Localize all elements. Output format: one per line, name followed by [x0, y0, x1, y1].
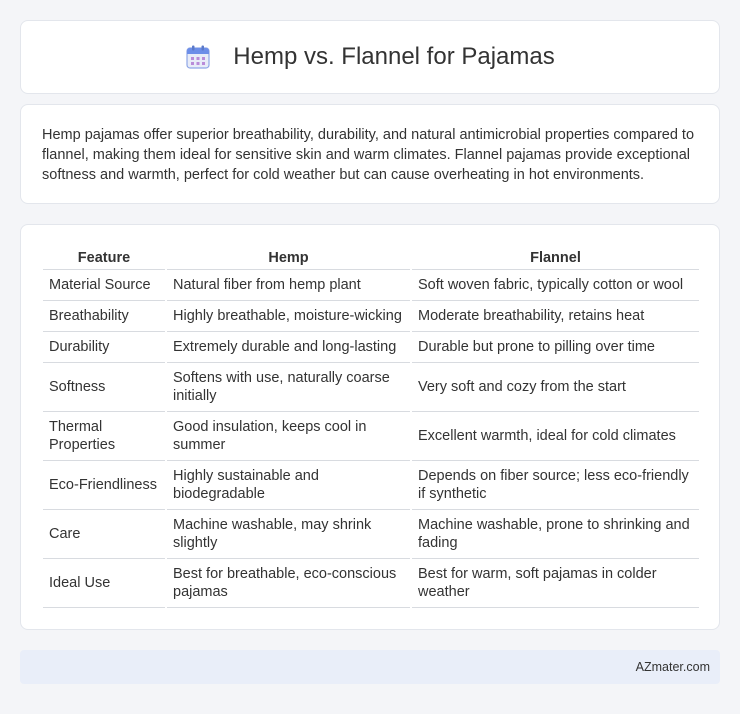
- footer: [20, 650, 720, 684]
- flannel-cell: Very soft and cozy from the start: [411, 362, 699, 411]
- table-row: [43, 331, 699, 362]
- feature-cell: Care: [43, 509, 166, 558]
- header-hemp: Hemp: [166, 247, 411, 269]
- table-row: [43, 509, 699, 558]
- title-card: [20, 20, 720, 94]
- table-row: [43, 460, 699, 509]
- table-row: [43, 269, 699, 300]
- feature-cell: Ideal Use: [43, 558, 166, 607]
- flannel-cell: Excellent warmth, ideal for cold climates: [411, 411, 699, 460]
- table-row: [43, 300, 699, 331]
- feature-cell: Thermal Properties: [43, 411, 166, 460]
- feature-cell: Softness: [43, 362, 166, 411]
- flannel-cell: Moderate breathability, retains heat: [411, 300, 699, 331]
- summary-text: Hemp pajamas offer superior breathability, durability, and natural antimicrobial properties compared to flannel, making them ideal for sensitive skin and warm climates. Flannel pajamas provide exceptional softness and warmth, perfect for cold weather but can cause overheating in hot environments.: [42, 127, 695, 183]
- hemp-cell: Extremely durable and long-lasting: [166, 331, 411, 362]
- hemp-cell: Good insulation, keeps cool in summer: [166, 411, 411, 460]
- footer-brand: AZmater.com: [635, 660, 710, 674]
- hemp-cell: Machine washable, may shrink slightly: [166, 509, 411, 558]
- hemp-cell: Natural fiber from hemp plant: [166, 269, 411, 300]
- calendar-icon: [185, 44, 211, 70]
- feature-cell: Material Source: [43, 269, 166, 300]
- hemp-cell: Softens with use, naturally coarse initially: [166, 362, 411, 411]
- header-flannel: Flannel: [411, 247, 699, 269]
- table-row: [43, 558, 699, 607]
- flannel-cell: Best for warm, soft pajamas in colder weather: [411, 558, 699, 607]
- flannel-cell: Soft woven fabric, typically cotton or wool: [411, 269, 699, 300]
- hemp-cell: Highly breathable, moisture-wicking: [166, 300, 411, 331]
- summary-card: [20, 104, 720, 204]
- table-header-row: [43, 247, 699, 269]
- header-feature: Feature: [43, 247, 166, 269]
- hemp-cell: Highly sustainable and biodegradable: [166, 460, 411, 509]
- flannel-cell: Machine washable, prone to shrinking and fading: [411, 509, 699, 558]
- flannel-cell: Durable but prone to pilling over time: [411, 331, 699, 362]
- table-row: [43, 362, 699, 411]
- hemp-cell: Best for breathable, eco-conscious pajamas: [166, 558, 411, 607]
- comparison-table-card: [20, 224, 720, 630]
- comparison-table: [43, 247, 699, 608]
- page-title: Hemp vs. Flannel for Pajamas: [233, 43, 555, 70]
- flannel-cell: Depends on fiber source; less eco-friendly if synthetic: [411, 460, 699, 509]
- feature-cell: Durability: [43, 331, 166, 362]
- feature-cell: Breathability: [43, 300, 166, 331]
- feature-cell: Eco-Friendliness: [43, 460, 166, 509]
- table-row: [43, 411, 699, 460]
